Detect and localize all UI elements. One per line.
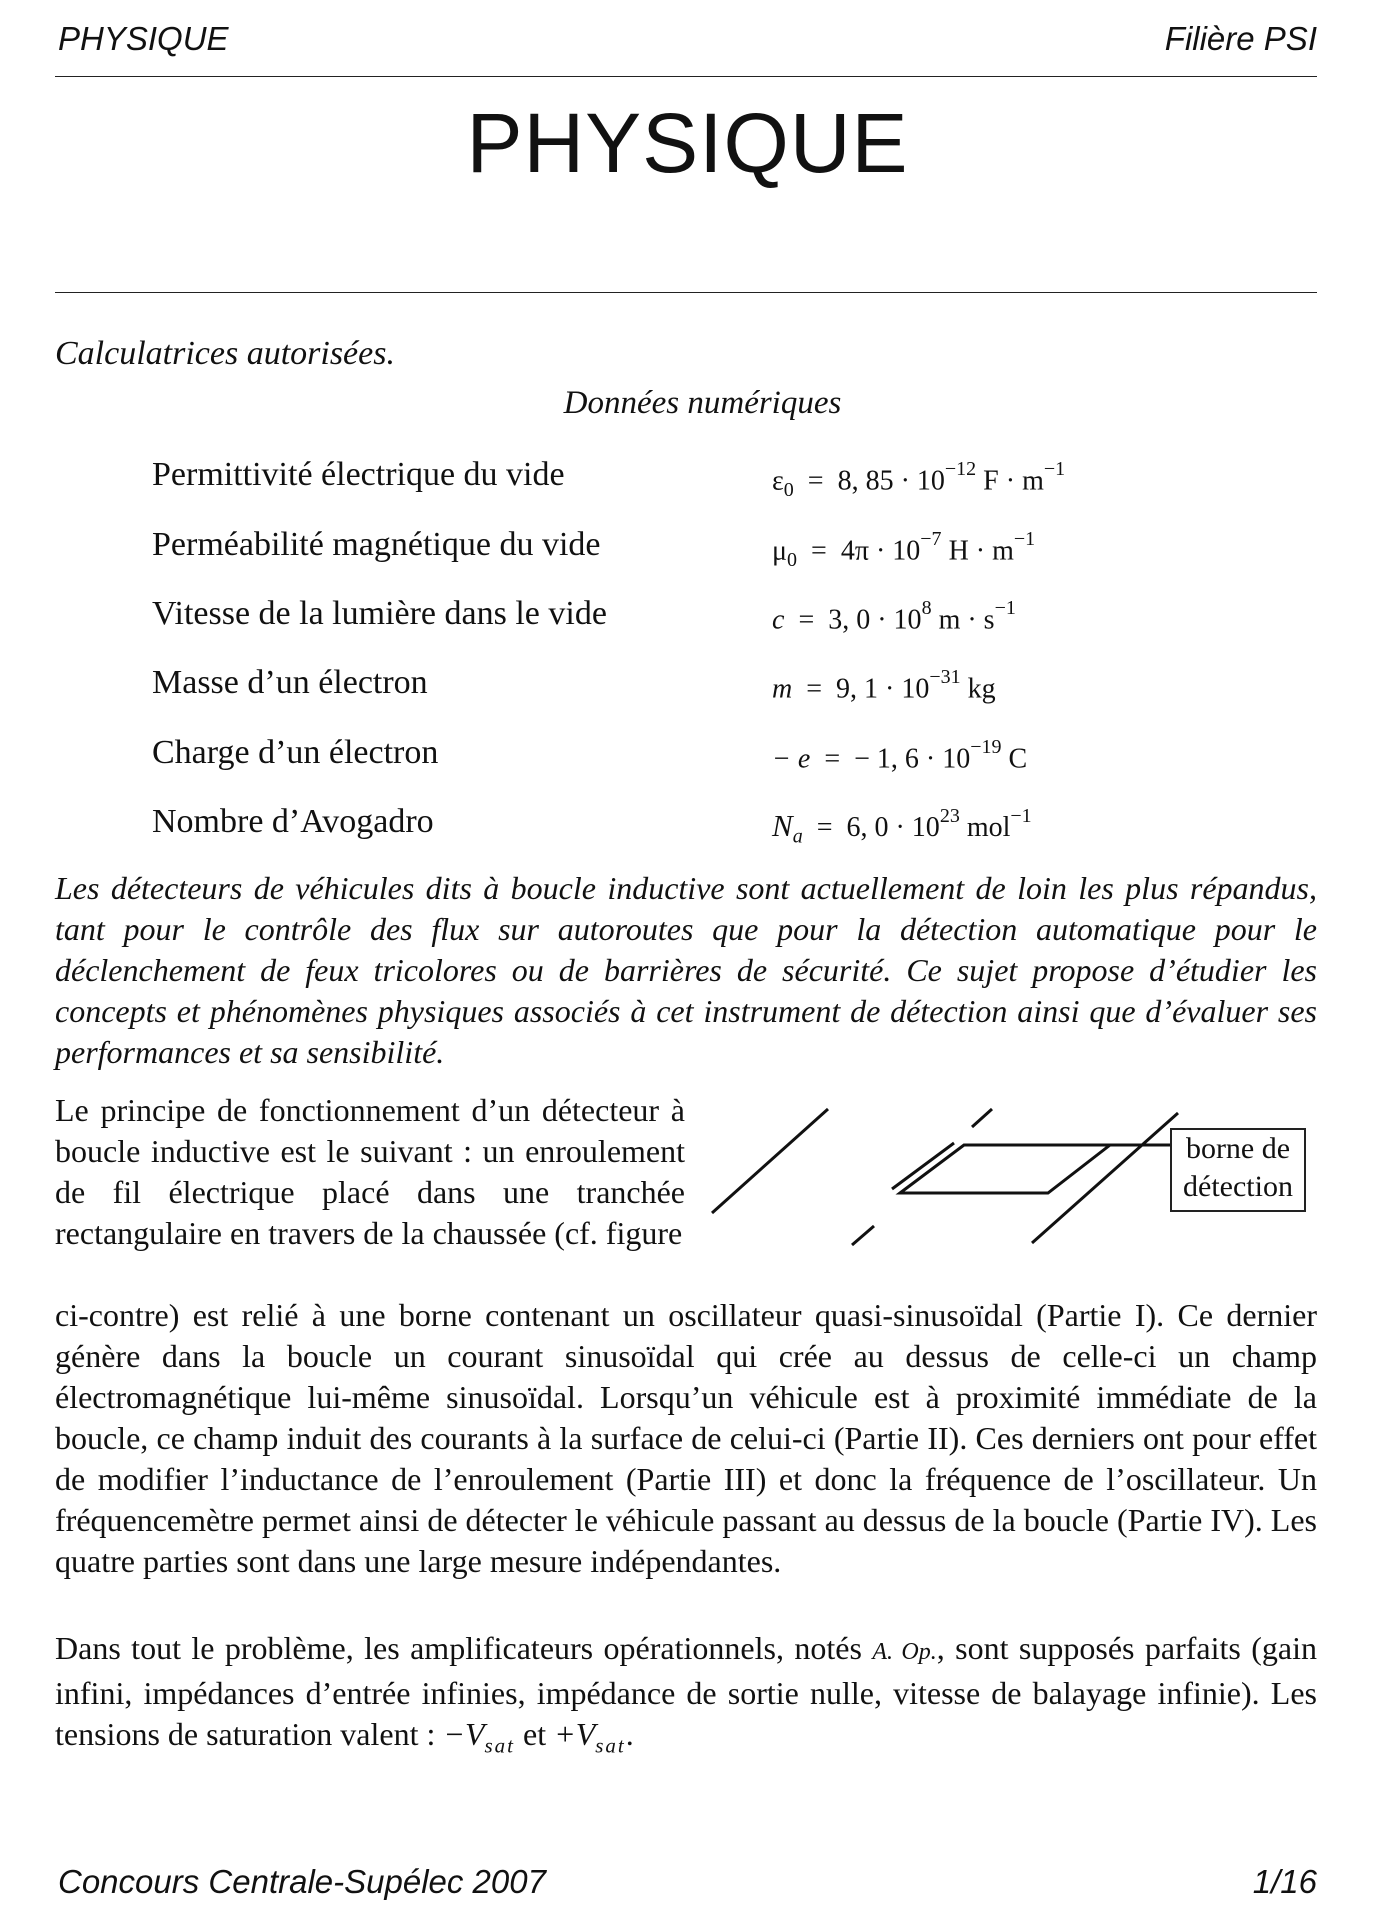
page-title: PHYSIQUE (466, 96, 909, 190)
constant-label: Charge d’un électron (152, 734, 439, 771)
constant-value: m = 9, $1 \cdot 10^{-31}$ kg (772, 666, 996, 705)
opamp-paragraph: Dans tout le problème, les amplificateurs opérationnels, notés A. Op., sont supposés parfaits (gain infini, impédances d’entrée infinies, impédance de sortie nulle, vitesse de balayage infinie). Les tensions de saturation valent : $-V_{sat}$ et $+V_{sat}$. (55, 1630, 1318, 1758)
constant-value: c = 3, $0 \cdot 10^8$ $m \cdot s^{-1}$ (772, 597, 1016, 636)
header-track: Filière PSI (1164, 20, 1317, 57)
detection-terminal-box (1170, 1128, 1306, 1212)
constant-label: Masse d’un électron (152, 664, 428, 701)
constant-label: Perméabilité magnétique du vide (152, 526, 601, 563)
footer-contest: Concours Centrale-Supélec 2007 (58, 1863, 546, 1900)
constant-label: Nombre d’Avogadro (152, 803, 434, 840)
header-subject: PHYSIQUE (58, 20, 229, 57)
constant-label: Permittivité électrique du vide (152, 456, 565, 493)
constant-value: $N_a = 6$, $0 \cdot 10^{23}$ mol$^{-1}$ (772, 804, 1032, 848)
title-rule (55, 292, 1317, 293)
page-number: 1/16 (1252, 1863, 1317, 1900)
loop-lead (892, 1143, 954, 1189)
principle-paragraph-start: Le principe de fonctionnement d’un détecteur à boucle inductive est le suivant : un enroulement de fil électrique placé dans une tranchée rectangulaire en travers de la chaussée (cf. figure (55, 1092, 685, 1251)
calculator-note: Calculatrices autorisées. (55, 335, 395, 372)
loop-trench (900, 1145, 1110, 1193)
header-rule (55, 76, 1317, 77)
road-edge-line (852, 1226, 874, 1245)
road-edge-line (712, 1109, 828, 1213)
constant-value: − e = − 1, $6 \cdot 10^{-19}$ C (772, 736, 1028, 775)
road-edge-line (972, 1109, 992, 1127)
detection-terminal-label: détection (1183, 1170, 1293, 1203)
constant-value: $\varepsilon_0 = 8$, $85 \cdot 10^{-12}$ $F \cdot m^{-1}$ (772, 458, 1066, 501)
detection-terminal-label: borne de (1185, 1132, 1291, 1165)
opamp-notation: A. Op. (872, 1639, 937, 1665)
constant-value: $\mu_0 = 4\pi \cdot 10^{-7}$ $H \cdot m^{-1}$ (772, 528, 1036, 571)
principle-paragraph-end: ci-contre) est relié à une borne contenant un oscillateur quasi-sinusoïdal (Partie I). Ce dernier génère dans la boucle un courant sinusoïdal qui crée au dessus de celle-ci un champ électromagnétique lui-même sinusoïdal. Lorsqu’un véhicule est à proximité immédiate de la boucle, ce champ induit des courants à la surface de celui-ci (Partie II). Ces derniers ont pour effet de modifier l’inductance de l’enroulement (Partie III) et donc la fréquence de l’oscillateur. Un fréquencemètre permet ainsi de détecter le véhicule passant au dessus de la boucle (Partie IV). Les quatre parties sont dans une large mesure indépendantes. (55, 1297, 1317, 1579)
data-heading: Données numériques (563, 385, 842, 421)
constant-label: Vitesse de la lumière dans le vide (152, 595, 607, 632)
intro-paragraph: Les détecteurs de véhicules dits à boucle inductive sont actuellement de loin les plus répandus, tant pour le contrôle des flux sur autoroutes que pour la détection automatique pour le déclenchement de feux tricolores ou de barrières de sécurité. Ce sujet propose d’étudier les concepts et phénomènes physiques associés à cet instrument de détection ainsi que d’évaluer ses performances et sa sensibilité. (55, 870, 1317, 1070)
road-edge-line (1032, 1113, 1178, 1243)
